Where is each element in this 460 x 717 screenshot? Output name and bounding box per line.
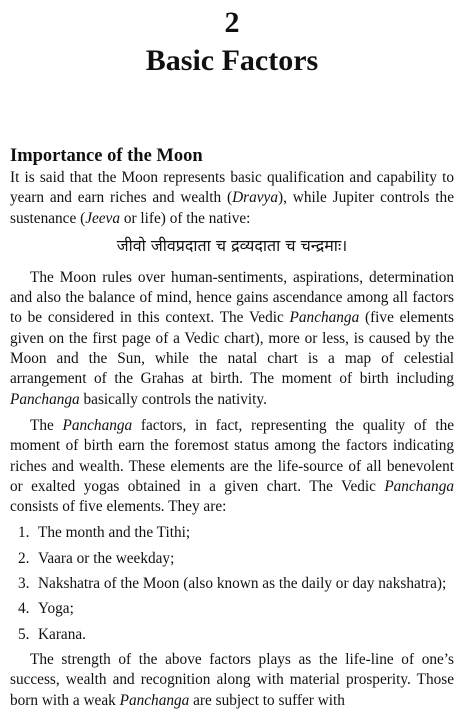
- list-item: 3. Nakshatra of the Moon (also known as the daily or day nakshatra);: [18, 575, 447, 593]
- sanskrit-verse: जीवो जीवप्रदाता च द्रव्यदाता च चन्द्रमाः।: [116, 235, 348, 255]
- chapter-title: Basic Factors: [145, 44, 319, 77]
- list-item: 4. Yoga;: [18, 600, 74, 618]
- list-item: 5. Karana.: [18, 625, 86, 643]
- body-text: [10, 168, 454, 717]
- paragraph-strength: The strength of the above factors plays as the life-line of one’s success, wealth and recognition along with material prosperity. Those born with a weak Panchanga are subject to suffer with: [10, 650, 454, 709]
- list-item: 1. The month and the Tithi;: [18, 524, 191, 542]
- paragraph-intro: It is said that the Moon represents basic qualification and capability to yearn and earn riches and wealth (Dravya), while Jupiter controls the sustenance (Jeeva or life) of the native:: [10, 169, 454, 227]
- list-item: 2. Vaara or the weekday;: [18, 549, 175, 567]
- paragraph-moon-rules: The Moon rules over human-sentiments, aspirations, determination and also the balance of mind, hence gains ascendance among all factors to be considered in this context. The Vedic Panchanga (five elements given on the first page of a Vedic chart), more or less, is caused by the Moon and the Sun, while the natal chart is a map of celestial arrangement of the Grahas at birth. The moment of birth including Panchanga basically controls the nativity.: [10, 268, 454, 408]
- chapter-number: 2: [224, 6, 240, 39]
- factors-list: [10, 523, 454, 644]
- paragraph-panchanga-factors: The Panchanga factors, in fact, representing the quality of the moment of birth earn the foremost status among the factors indicating riches and wealth. These elements are the life-source of all benevolent or exalted yogas obtained in a given chart. The Vedic Panchanga consists of five elements. They are:: [10, 416, 455, 516]
- section-heading: Importance of the Moon: [10, 146, 203, 166]
